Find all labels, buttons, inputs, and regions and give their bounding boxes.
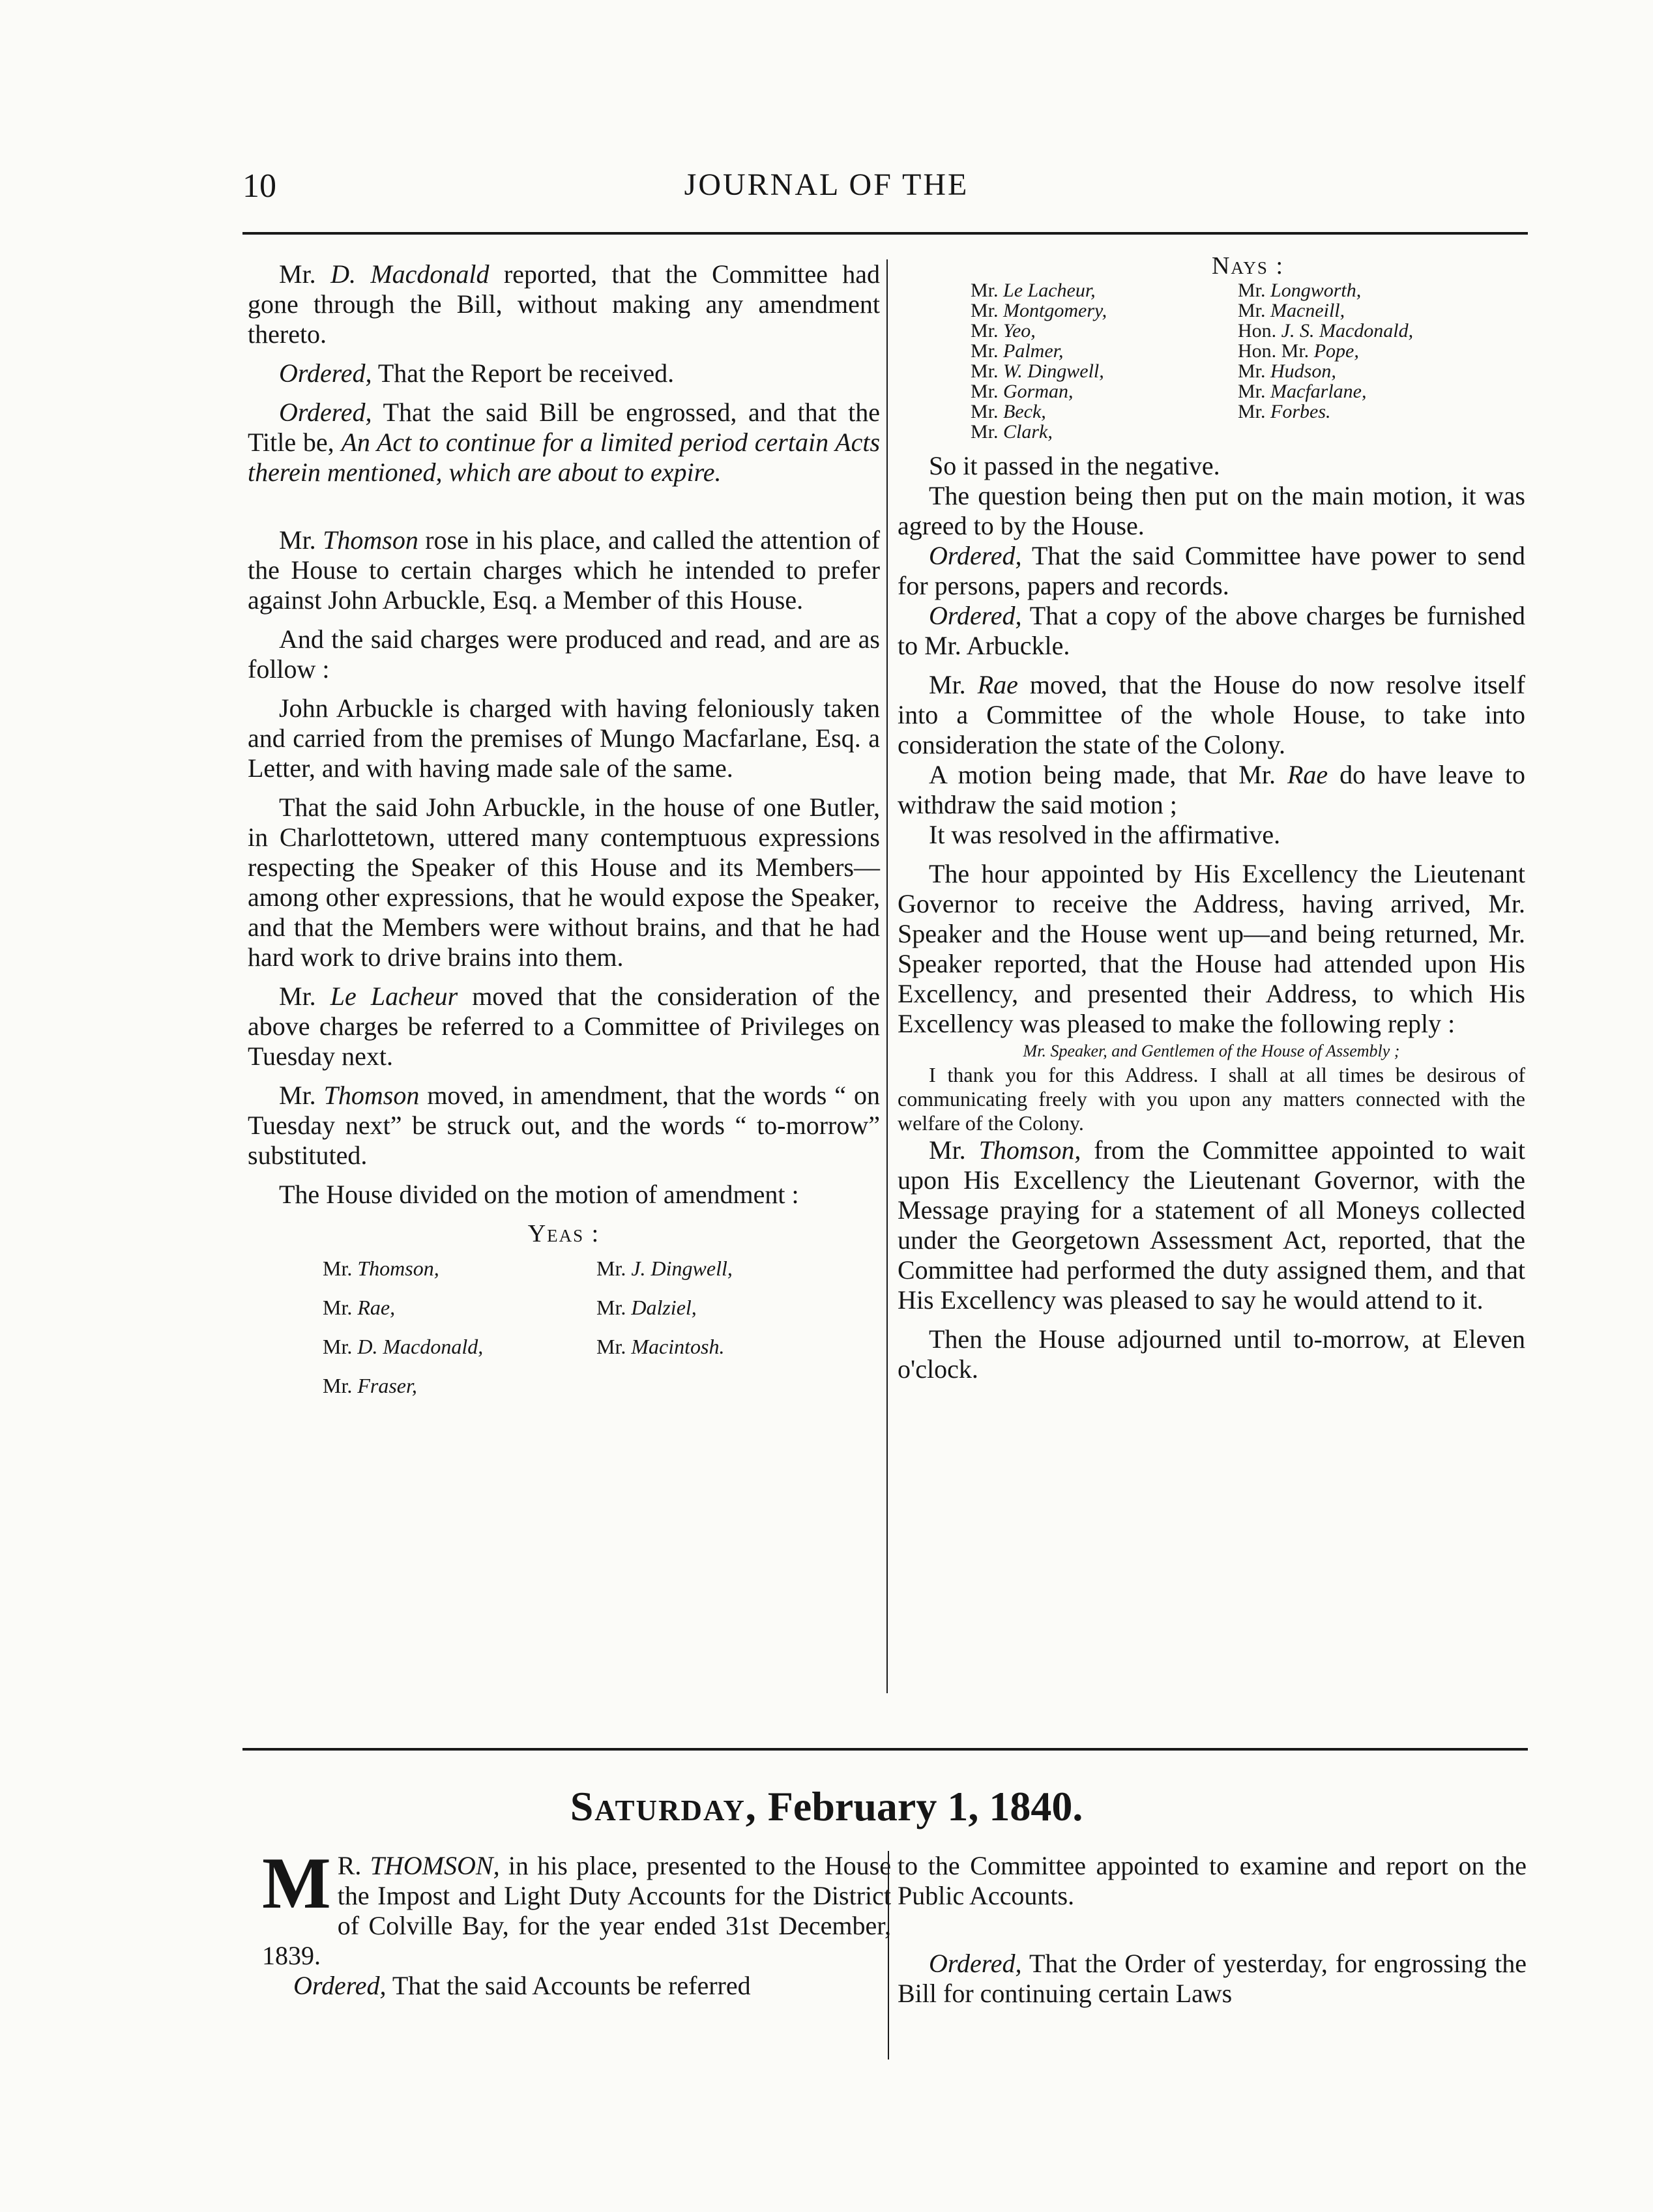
column-divider-top bbox=[886, 259, 888, 1693]
list-item: Mr. Beck, bbox=[971, 401, 1046, 422]
right-column bbox=[898, 252, 1525, 1384]
bottom-right-column bbox=[898, 1851, 1527, 2009]
list-item: Mr. Macfarlane, bbox=[1238, 381, 1367, 402]
list-item: Mr. D. Macdonald, bbox=[323, 1335, 484, 1358]
paragraph: Mr. Thomson moved, in amendment, that the words “ on Tuesday next” be struck out, and the words “ to-morrow” substituted. bbox=[248, 1081, 880, 1170]
paragraph: M R. THOMSON, in his place, presented to the House the Impost and Light Duty Accounts for the District of Colville Bay, for the year ended 31st December, 1839. bbox=[262, 1843, 891, 1970]
yeas-list bbox=[248, 1249, 880, 1405]
reply-text: I thank you for this Address. I shall at all times be desirous of communicating freely with you upon any matters connected with the welfare of the Colony. bbox=[898, 1063, 1525, 1135]
paragraph: Mr. D. Macdonald reported, that the Committee had gone through the Bill, without making any amendment thereto. bbox=[248, 259, 880, 349]
nays-block bbox=[898, 252, 1525, 442]
paragraph: Mr. Rae moved, that the House do now resolve itself into a Committee of the whole House, to take into consideration the state of the Colony. bbox=[898, 670, 1526, 759]
paragraph: So it passed in the negative. bbox=[929, 451, 1220, 480]
section-rule bbox=[242, 1748, 1528, 1751]
nays-heading: Nays : bbox=[1211, 252, 1285, 280]
section-date-heading: Saturday, February 1, 1840. bbox=[570, 1783, 1083, 1829]
paragraph: Ordered, That the Report be received. bbox=[279, 358, 675, 388]
paragraph: Ordered, That the Order of yesterday, for engrossing the Bill for continuing certain Laws bbox=[898, 1949, 1527, 2008]
list-item: Hon. Mr. Pope, bbox=[1238, 340, 1359, 362]
list-item: Mr. Fraser, bbox=[323, 1374, 417, 1397]
left-column bbox=[248, 259, 880, 1405]
bottom-left-column bbox=[262, 1843, 891, 2001]
paragraph: John Arbuckle is charged with having feloniously taken and carried from the premises of Mungo Macfarlane, Esq. a Letter, and with having made sale of the same. bbox=[248, 693, 880, 783]
list-item: Mr. Gorman, bbox=[971, 381, 1074, 402]
paragraph: Ordered, That the said Bill be engrossed, and that the Title be, An Act to continue for a limited period certain Acts therein mentioned, which are about to expire. bbox=[248, 398, 881, 487]
paragraph: to the Committee appointed to examine and report on the Public Accounts. bbox=[898, 1851, 1527, 1910]
paragraph: Then the House adjourned until to-morrow, at Eleven o'clock. bbox=[898, 1324, 1525, 1384]
list-item: Mr. Thomson, bbox=[323, 1257, 439, 1280]
list-item: Mr. Longworth, bbox=[1238, 280, 1362, 301]
paragraph: It was resolved in the affirmative. bbox=[929, 820, 1281, 849]
list-item: Mr. Montgomery, bbox=[971, 300, 1107, 321]
list-item: Mr. Macneill, bbox=[1238, 300, 1345, 321]
list-item: Mr. Forbes. bbox=[1238, 401, 1331, 422]
list-item: Mr. Yeo, bbox=[971, 320, 1036, 342]
list-item: Mr. Rae, bbox=[323, 1296, 396, 1319]
list-item: Mr. Clark, bbox=[971, 421, 1053, 443]
list-item: Mr. Macintosh. bbox=[596, 1335, 725, 1358]
list-item: Mr. Dalziel, bbox=[596, 1296, 697, 1319]
paragraph: The question being then put on the main motion, it was agreed to by the House. bbox=[898, 481, 1525, 540]
list-item: Mr. Palmer, bbox=[971, 340, 1064, 362]
list-item: Mr. J. Dingwell, bbox=[596, 1257, 733, 1280]
running-head: JOURNAL OF THE bbox=[684, 167, 969, 202]
paragraph: Ordered, That the said Accounts be referred bbox=[293, 1971, 751, 2000]
paragraph: And the said charges were produced and read, and are as follow : bbox=[248, 624, 880, 684]
page-number: 10 bbox=[242, 167, 276, 205]
paragraph: A motion being made, that Mr. Rae do have leave to withdraw the said motion ; bbox=[898, 760, 1525, 819]
list-item: Mr. W. Dingwell, bbox=[971, 360, 1104, 382]
yeas-heading: Yeas : bbox=[527, 1220, 600, 1247]
nays-list bbox=[971, 280, 1525, 442]
paragraph: Mr. Thomson, from the Committee appointed to wait upon His Excellency the Lieutenant Governor, with the Message praying for a statement of all Moneys collected under the Georgetown Assessment Act, reported, that the Committee had performed the duty assigned them, and that His Excellency was pleased to say he would attend to it. bbox=[898, 1135, 1526, 1315]
paragraph: Ordered, That a copy of the above charges be furnished to Mr. Arbuckle. bbox=[898, 601, 1525, 660]
paragraph: The House divided on the motion of amendment : bbox=[279, 1180, 799, 1209]
drop-cap: M bbox=[262, 1843, 331, 1924]
list-item: Hon. J. S. Macdonald, bbox=[1238, 320, 1414, 342]
paragraph: Mr. Le Lacheur moved that the consideration of the above charges be referred to a Committee of Privileges on Tuesday next. bbox=[248, 982, 881, 1071]
paragraph: Ordered, That the said Committee have power to send for persons, papers and records. bbox=[898, 541, 1525, 600]
list-item: Mr. Le Lacheur, bbox=[971, 280, 1096, 301]
list-item: Mr. Hudson, bbox=[1238, 360, 1336, 382]
header-rule bbox=[242, 232, 1528, 235]
paragraph: The hour appointed by His Excellency the Lieutenant Governor to receive the Address, having arrived, Mr. Speaker and the House went up—and being returned, Mr. Speaker reported, that the House had attended upon His Excellency, and presented their Address, to which His Excellency was pleased to make the following reply : bbox=[898, 859, 1525, 1038]
paragraph: Mr. Thomson rose in his place, and called the attention of the House to certain charges which he intended to prefer against John Arbuckle, Esq. a Member of this House. bbox=[248, 525, 881, 615]
paragraph: That the said John Arbuckle, in the house of one Butler, in Charlottetown, uttered many contemptuous expressions respecting the Speaker of this House and its Members—among other expressions, that he would expose the Speaker, and that the Members were without brains, and that he had hard work to drive brains into them. bbox=[248, 793, 880, 972]
reply-salutation: Mr. Speaker, and Gentlemen of the House of Assembly ; bbox=[1023, 1041, 1400, 1060]
